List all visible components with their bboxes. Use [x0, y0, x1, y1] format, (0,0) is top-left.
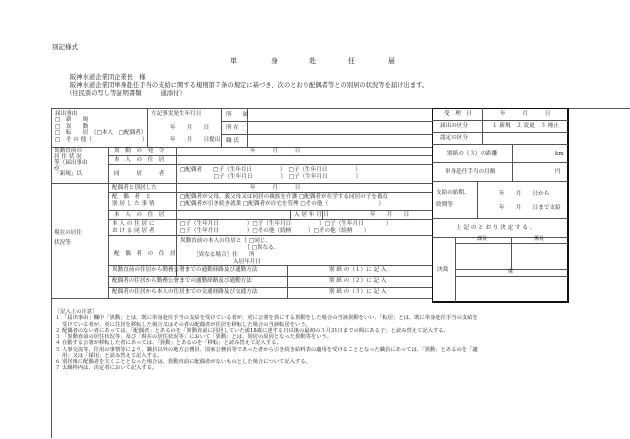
- current-cohab-line1[interactable]: □子（生年月日 ）□子（生年月日 ）□子（生年月日 ）: [180, 221, 392, 227]
- attachment-note: （住民票の写し等証明書類 通添付）: [66, 90, 186, 97]
- reason-option-move[interactable]: □ 転 居 （□本人 □配偶者）: [55, 130, 147, 136]
- before-residence-label: 本 人 の 住 居: [114, 157, 165, 163]
- report-type-options[interactable]: １ 新規 ２ 変更 ３ 廃止: [492, 123, 559, 129]
- before-cohabitants-label: 同 居 者: [114, 171, 165, 177]
- note-item: １ 「届出事由」欄中「異動」とは、既に単身赴任手当の支給を受けている者が、更に公署を異にする異動をした場合の当該異動をいい、「転居」とは、既に単身赴任手当の支給を: [55, 315, 478, 322]
- circumstance-line1[interactable]: □配偶者が父母、義父母又は同居の親族を介護 □配偶者が在学する同居の子を養育: [180, 194, 389, 200]
- decision-statement: 上 記 の と お り 決 定 す る 。: [456, 225, 536, 231]
- reason-option-transfer[interactable]: □ 異 動: [55, 124, 89, 130]
- approval-label: 決裁: [437, 267, 449, 273]
- note-item: ６ 別居後に配偶者を欠くこととなった場合は、異動直前に配偶者がないものとした場合について記入する。: [55, 359, 311, 365]
- note-item: ３ 「異動直前の居住状況等」及び「現在の居住状況等」において「異動」とは、別居の原因となった異動等をいう。: [55, 334, 333, 340]
- note-item: ４ 在勤する公署が移転した者にあっては、「異動」とあるのを「移転」と読み替えて記入する。: [55, 340, 282, 347]
- current-residence-label: 本 人 の 住 居: [114, 212, 165, 218]
- transfer-order-date[interactable]: 年 月 日: [250, 148, 301, 154]
- intro-text: 阪神水道企業団単身赴任手当の支給に関する規則第７条の規定に基づき、次のとおり配偶者等との別居の状況等を届け出ます。: [70, 82, 429, 89]
- title-char: 単: [230, 57, 237, 65]
- monthly-amount-unit: 円: [555, 169, 561, 175]
- received-date-value[interactable]: 年 月 日: [500, 111, 551, 117]
- current-cohab-label-2: お け る 同 居 者: [112, 228, 155, 234]
- payment-end[interactable]: 年 月 日まで支給: [499, 205, 561, 211]
- title-char: 届: [388, 57, 395, 65]
- circumstance-label-1: 配 偶 者 と: [112, 194, 152, 200]
- affiliation-label: 所 属: [226, 112, 249, 118]
- occurrence-date[interactable]: 年 月 日: [170, 125, 210, 131]
- title-char: 身: [271, 57, 278, 65]
- location-label: 所 在: [226, 125, 239, 131]
- received-date-label: 受 理 日: [444, 111, 472, 117]
- circumstance-line2[interactable]: □配偶者が引き続き就業 □配偶者が自宅を管理 □その他（ ）: [180, 201, 385, 207]
- payment-start[interactable]: 年 月 日から: [499, 191, 550, 197]
- note-item: ２ 配偶者のない者にあっては、「配偶者」とあるのを「異動直前に同居していた満18歳に達する日以後の最初の３月31日までの間にある子」と読み替えて記入する。: [55, 327, 449, 334]
- current-section-label: 現在の居住 状況等: [54, 230, 82, 247]
- current-cohab-line2[interactable]: □子（生年月日 ）□その他（続柄 ）□その他（続柄 ）: [180, 228, 370, 234]
- commute-row-label: 異動直前の住居から勤務公署までの通勤経路及び通勤方法: [112, 267, 258, 273]
- note-item: 用」又は「採用」と読み替えて記入する。: [55, 352, 163, 359]
- separated-label: 配偶者と別居した: [112, 185, 157, 191]
- commute-row-value: 別 紙 の（２）に 記 入: [329, 278, 387, 284]
- commute-row-value: 別 紙 の（３）に 記 入: [329, 289, 387, 295]
- title-char: 任: [348, 57, 355, 65]
- note-item: ５ 人事交流等、任用の事情等により、職員以外の地方公務員、国家公務員等であった者から引き続き給料表の適用を受けることとなった職員にあっては、「異動」とあるのを「適: [55, 346, 478, 353]
- separated-date[interactable]: 年 月 日: [250, 185, 301, 191]
- commute-row-label: 配偶者の住居から本人の住居までの交通経路及び交通方法: [112, 289, 258, 295]
- reason-header: 届出事由: [55, 111, 78, 117]
- monthly-amount-label: 単身赴任手当の月額: [445, 169, 496, 175]
- payment-period-label-1: 支給の始期、: [436, 190, 470, 196]
- note-item: ７ 太線枠内は、決定者において記入する。: [55, 365, 158, 372]
- occurrence-header: 左記事実発生年月日: [151, 111, 202, 117]
- transfer-order-label: 異 動 の 発 令: [114, 148, 165, 154]
- circumstance-label-2: 別 居 し た 事 情: [112, 201, 155, 207]
- note-item: 受けている者が、更に住居を移転した場合又はその者の配偶者が住居を移転した場合の当該転居をいう。: [55, 321, 311, 328]
- notes-header: ［記入上の注意］: [55, 309, 98, 315]
- approval-col-section-chief: 課長: [477, 236, 488, 242]
- reason-option-other[interactable]: □ そ の 他（ ）: [55, 137, 148, 143]
- spouse-residence-label: 配 偶 者 の 住 居: [114, 251, 176, 257]
- approval-row-staff: 係: [508, 269, 514, 275]
- position-name-label: 職 氏: [226, 138, 239, 144]
- commute-row-label: 配偶者の住居から勤務公署までの通勤経路及び通勤方法: [112, 278, 252, 284]
- addressee: 阪神水道企業団企業長 様: [70, 74, 146, 81]
- submission-date[interactable]: 年 月 日提出: [170, 137, 221, 143]
- commute-row-value: 別 紙 の（１）に 記 入: [329, 267, 387, 273]
- before-cohabitants-line2[interactable]: □子（生年月日 ） □子（生年月日 ）: [180, 174, 362, 180]
- distance-label: 別紙の（３）の距離: [447, 151, 498, 157]
- title-char: 赴: [309, 57, 316, 65]
- distance-unit: km: [555, 151, 564, 157]
- report-type-label: 届出の区分: [440, 123, 468, 129]
- movein-label: 入 居 年 月 日: [294, 212, 330, 218]
- spouse-movein[interactable]: 入居年月日: [233, 259, 261, 265]
- notes-section: [55, 309, 478, 372]
- form-label: 別記様式: [52, 43, 78, 51]
- spouse-different-option[interactable]: ｛ □異なる。: [180, 245, 280, 251]
- spouse-same-option[interactable]: 異動直前の本人の住居と｛ □同じ。: [180, 238, 271, 244]
- approval-col-subsection-chief: 係長: [534, 236, 545, 242]
- reason-option-new[interactable]: □ 新 規: [55, 117, 89, 123]
- payment-period-label-2: 終期等: [436, 202, 453, 208]
- certification-type-label: 認定の区分: [440, 135, 468, 141]
- before-section-label: 異動直前の 居 住 状 況 等（届出事由 が 「新規」以: [54, 148, 88, 178]
- current-cohab-label-1: 本 人 の 住 居 に: [112, 221, 155, 227]
- movein-date[interactable]: 年 月 日: [370, 212, 410, 218]
- before-cohabitants-line1[interactable]: □配偶者 □子（生年月日 ） □子（生年月日 ）: [180, 167, 361, 173]
- spouse-address[interactable]: ［異なる場合］住 所: [193, 252, 255, 258]
